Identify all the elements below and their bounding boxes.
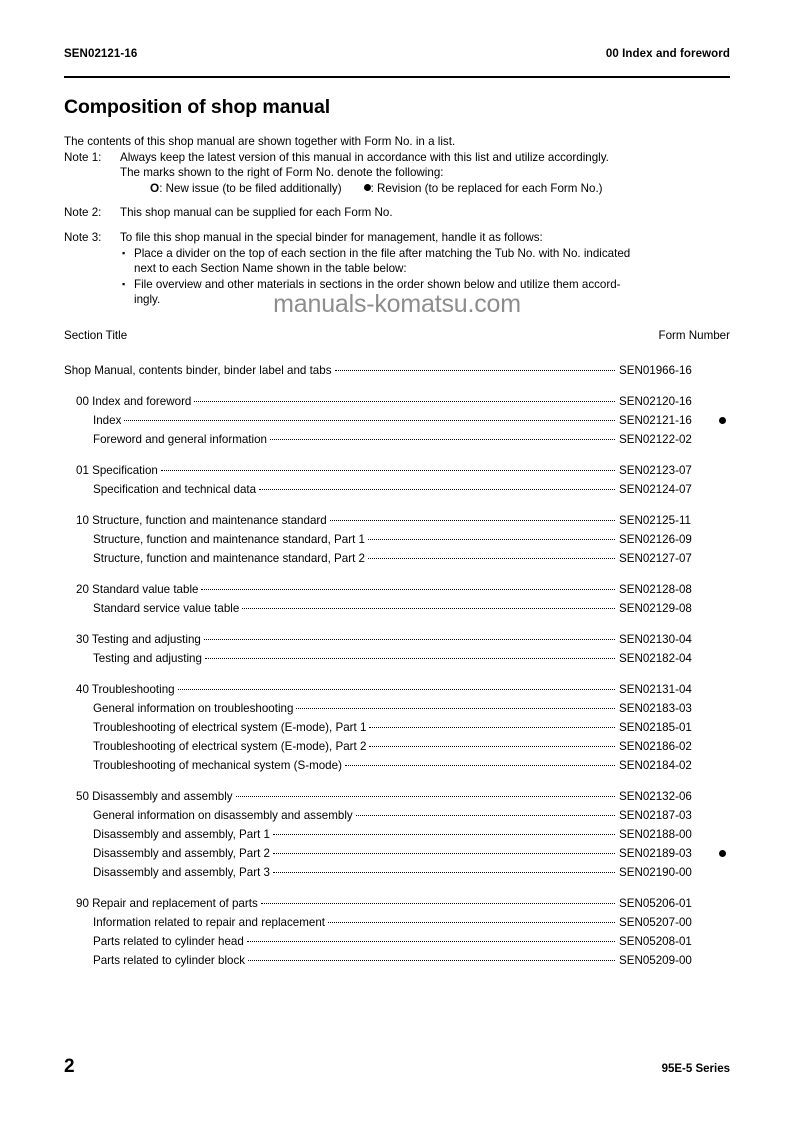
- contents-row-form-number: SEN02121-16: [619, 414, 692, 427]
- contents-table-header: [64, 329, 730, 342]
- contents-row[interactable]: [64, 759, 730, 778]
- note-2-text: This shop manual can be supplied for each Form No.: [120, 206, 393, 220]
- contents-row[interactable]: [64, 364, 730, 383]
- page-footer: [64, 1056, 730, 1078]
- contents-row-leader: [270, 439, 615, 440]
- contents-row-form-number: SEN05209-00: [619, 954, 692, 967]
- contents-group-spacer: [64, 383, 730, 395]
- contents-row-form-number: SEN02185-01: [619, 721, 692, 734]
- contents-row-leader: [356, 815, 615, 816]
- contents-row[interactable]: [64, 740, 730, 759]
- contents-row[interactable]: [64, 683, 730, 702]
- contents-row-form-number: SEN02120-16: [619, 395, 692, 408]
- contents-row-form-number: SEN02131-04: [619, 683, 692, 696]
- contents-row-leader: [201, 589, 615, 590]
- contents-row[interactable]: [64, 790, 730, 809]
- contents-row-title: Disassembly and assembly, Part 3: [93, 866, 270, 879]
- contents-table: [64, 329, 730, 973]
- header-divider: [64, 76, 730, 78]
- contents-row-form-number: SEN05206-01: [619, 897, 692, 910]
- contents-row-title: Parts related to cylinder head: [93, 935, 244, 948]
- contents-row[interactable]: [64, 809, 730, 828]
- bullet-2-line-2: ingly.: [134, 293, 161, 307]
- contents-row-leader: [273, 834, 615, 835]
- contents-group-spacer: [64, 778, 730, 790]
- contents-row-leader: [236, 796, 615, 797]
- contents-row-title: Information related to repair and replacement: [93, 916, 326, 929]
- page-header: [64, 48, 730, 74]
- contents-row-title: Foreword and general information: [93, 433, 268, 446]
- revision-legend-text: : Revision (to be replaced for each Form No.): [370, 181, 603, 195]
- contents-row-form-number: SEN02186-02: [619, 740, 692, 753]
- contents-row-leader: [273, 872, 615, 873]
- contents-row-revision-mark: [716, 847, 730, 860]
- contents-row-title: Troubleshooting of electrical system (E-mode), Part 1: [93, 721, 367, 734]
- note-3-label: Note 3:: [64, 230, 102, 244]
- contents-row-form-number: SEN02189-03: [619, 847, 692, 860]
- contents-row-title: 20 Standard value table: [76, 583, 199, 596]
- contents-group-spacer: [64, 502, 730, 514]
- contents-group-spacer: [64, 621, 730, 633]
- revision-dot-icon: [364, 184, 371, 191]
- contents-row-leader: [242, 608, 615, 609]
- contents-row-title: 00 Index and foreword: [76, 395, 192, 408]
- intro-lead-text: The contents of this shop manual are shown together with Form No. in a list.: [64, 135, 456, 148]
- contents-row[interactable]: [64, 916, 730, 935]
- contents-row-form-number: SEN05208-01: [619, 935, 692, 948]
- contents-row-leader: [369, 746, 615, 747]
- note-2-label: Note 2:: [64, 206, 102, 220]
- contents-row[interactable]: [64, 652, 730, 671]
- contents-group-spacer: [64, 671, 730, 683]
- footer-series-name: 95E-5 Series: [661, 1063, 730, 1075]
- contents-row[interactable]: [64, 721, 730, 740]
- contents-row-title: General information on troubleshooting: [93, 702, 294, 715]
- contents-row-form-number: SEN02125-11: [619, 514, 691, 527]
- contents-row-leader: [330, 520, 615, 521]
- contents-row[interactable]: [64, 514, 730, 533]
- contents-row-form-number: SEN02123-07: [619, 464, 692, 477]
- contents-row-form-number: SEN02187-03: [619, 809, 692, 822]
- contents-row-form-number: SEN02182-04: [619, 652, 692, 665]
- contents-row-leader: [273, 853, 615, 854]
- bullet-1-line-1: Place a divider on the top of each section in the file after matching the Tub No. with No. indicated: [134, 246, 631, 260]
- contents-row-title: Disassembly and assembly, Part 2: [93, 847, 270, 860]
- contents-row-form-number: SEN02130-04: [619, 633, 692, 646]
- contents-row-title: Testing and adjusting: [93, 652, 202, 665]
- contents-row-form-number: SEN02188-00: [619, 828, 692, 841]
- contents-row-leader: [124, 420, 615, 421]
- contents-row-form-number: SEN01966-16: [619, 364, 692, 377]
- contents-row-title: Index: [93, 414, 122, 427]
- new-issue-legend-text: : New issue (to be filed additionally): [159, 181, 342, 195]
- contents-row-title: Standard service value table: [93, 602, 240, 615]
- contents-row-leader: [248, 960, 615, 961]
- column-header-section-title: Section Title: [64, 329, 128, 342]
- page-title: Composition of shop manual: [64, 96, 331, 118]
- header-document-number: SEN02121-16: [64, 48, 138, 60]
- contents-row-leader: [368, 539, 615, 540]
- contents-row-title: 40 Troubleshooting: [76, 683, 175, 696]
- contents-row-leader: [259, 489, 615, 490]
- contents-row-title: Shop Manual, contents binder, binder label and tabs: [64, 364, 332, 377]
- note-1-line-1: Always keep the latest version of this manual in accordance with this list and utilize accordingly.: [120, 150, 609, 164]
- new-issue-circle-icon: O: [150, 180, 160, 195]
- contents-row-leader: [369, 727, 615, 728]
- contents-row-form-number: SEN02122-02: [619, 433, 692, 446]
- bullet-1-line-2: next to each Section Name shown in the table below:: [134, 262, 407, 276]
- contents-row-title: 90 Repair and replacement of parts: [76, 897, 258, 910]
- contents-row[interactable]: [64, 954, 730, 973]
- note-1-line-2: The marks shown to the right of Form No. denote the following:: [120, 166, 444, 180]
- contents-row-form-number: SEN05207-00: [619, 916, 692, 929]
- contents-row[interactable]: [64, 866, 730, 885]
- contents-row[interactable]: [64, 828, 730, 847]
- intro-block: [64, 134, 736, 308]
- contents-row-form-number: SEN02128-08: [619, 583, 692, 596]
- symbol-legend: [150, 181, 736, 197]
- bullet-item-1: [122, 246, 736, 277]
- contents-row[interactable]: [64, 433, 730, 452]
- contents-row-leader: [368, 558, 615, 559]
- note-3-text: To file this shop manual in the special binder for management, handle it as follows:: [120, 230, 543, 244]
- contents-table-body: [64, 364, 730, 973]
- contents-row-title: Disassembly and assembly, Part 1: [93, 828, 270, 841]
- contents-row[interactable]: [64, 602, 730, 621]
- contents-row-leader: [247, 941, 615, 942]
- contents-row-leader: [296, 708, 615, 709]
- contents-row[interactable]: [64, 702, 730, 721]
- contents-row-form-number: SEN02127-07: [619, 552, 692, 565]
- contents-group-spacer: [64, 885, 730, 897]
- contents-group-spacer: [64, 452, 730, 464]
- contents-row-form-number: SEN02183-03: [619, 702, 692, 715]
- contents-row-form-number: SEN02184-02: [619, 759, 692, 772]
- contents-row-title: Specification and technical data: [93, 483, 257, 496]
- contents-row-form-number: SEN02129-08: [619, 602, 692, 615]
- contents-row[interactable]: [64, 414, 730, 433]
- note-2: [64, 205, 736, 221]
- contents-row-title: 50 Disassembly and assembly: [76, 790, 233, 803]
- contents-row[interactable]: [64, 897, 730, 916]
- contents-row[interactable]: [64, 935, 730, 954]
- contents-row-form-number: SEN02124-07: [619, 483, 692, 496]
- contents-row[interactable]: [64, 552, 730, 571]
- contents-row-leader: [178, 689, 615, 690]
- bullet-2-line-1: File overview and other materials in sections in the order shown below and utilize them accord-: [134, 277, 621, 291]
- contents-row[interactable]: [64, 395, 730, 414]
- note-1-label: Note 1:: [64, 150, 102, 164]
- contents-row-title: 30 Testing and adjusting: [76, 633, 201, 646]
- contents-row-title: Structure, function and maintenance standard, Part 1: [93, 533, 365, 546]
- column-header-form-number: Form Number: [658, 329, 730, 342]
- contents-row-form-number: SEN02190-00: [619, 866, 692, 879]
- contents-row[interactable]: [64, 583, 730, 602]
- revision-dot-icon: [719, 417, 726, 424]
- contents-row-leader: [335, 370, 616, 371]
- contents-row-leader: [204, 639, 615, 640]
- contents-row[interactable]: [64, 633, 730, 652]
- footer-page-number: 2: [64, 1056, 75, 1077]
- contents-row[interactable]: [64, 533, 730, 552]
- contents-row-title: Troubleshooting of mechanical system (S-mode): [93, 759, 342, 772]
- contents-row[interactable]: [64, 483, 730, 502]
- contents-row-leader: [161, 470, 615, 471]
- contents-row-title: Parts related to cylinder block: [93, 954, 246, 967]
- contents-row-leader: [328, 922, 615, 923]
- contents-row-leader: [261, 903, 615, 904]
- contents-row-form-number: SEN02126-09: [619, 533, 692, 546]
- contents-row[interactable]: [64, 464, 730, 483]
- watermark: manuals-komatsu.com: [273, 290, 521, 318]
- note-1: [64, 150, 736, 181]
- contents-row-title: Troubleshooting of electrical system (E-mode), Part 2: [93, 740, 367, 753]
- contents-row-leader: [345, 765, 615, 766]
- contents-row-title: 01 Specification: [76, 464, 158, 477]
- contents-row-title: General information on disassembly and assembly: [93, 809, 353, 822]
- header-section-name: 00 Index and foreword: [605, 48, 730, 60]
- contents-group-spacer: [64, 571, 730, 583]
- bullet-square-icon: ▪: [122, 247, 126, 258]
- bullet-square-icon: ▪: [122, 278, 126, 289]
- contents-row-title: 10 Structure, function and maintenance standard: [76, 514, 327, 527]
- contents-row-title: Structure, function and maintenance standard, Part 2: [93, 552, 365, 565]
- contents-row[interactable]: [64, 847, 730, 866]
- revision-dot-icon: [719, 850, 726, 857]
- contents-row-leader: [194, 401, 615, 402]
- contents-row-leader: [205, 658, 615, 659]
- contents-row-revision-mark: [716, 414, 730, 427]
- note-3: [64, 230, 736, 246]
- contents-row-form-number: SEN02132-06: [619, 790, 692, 803]
